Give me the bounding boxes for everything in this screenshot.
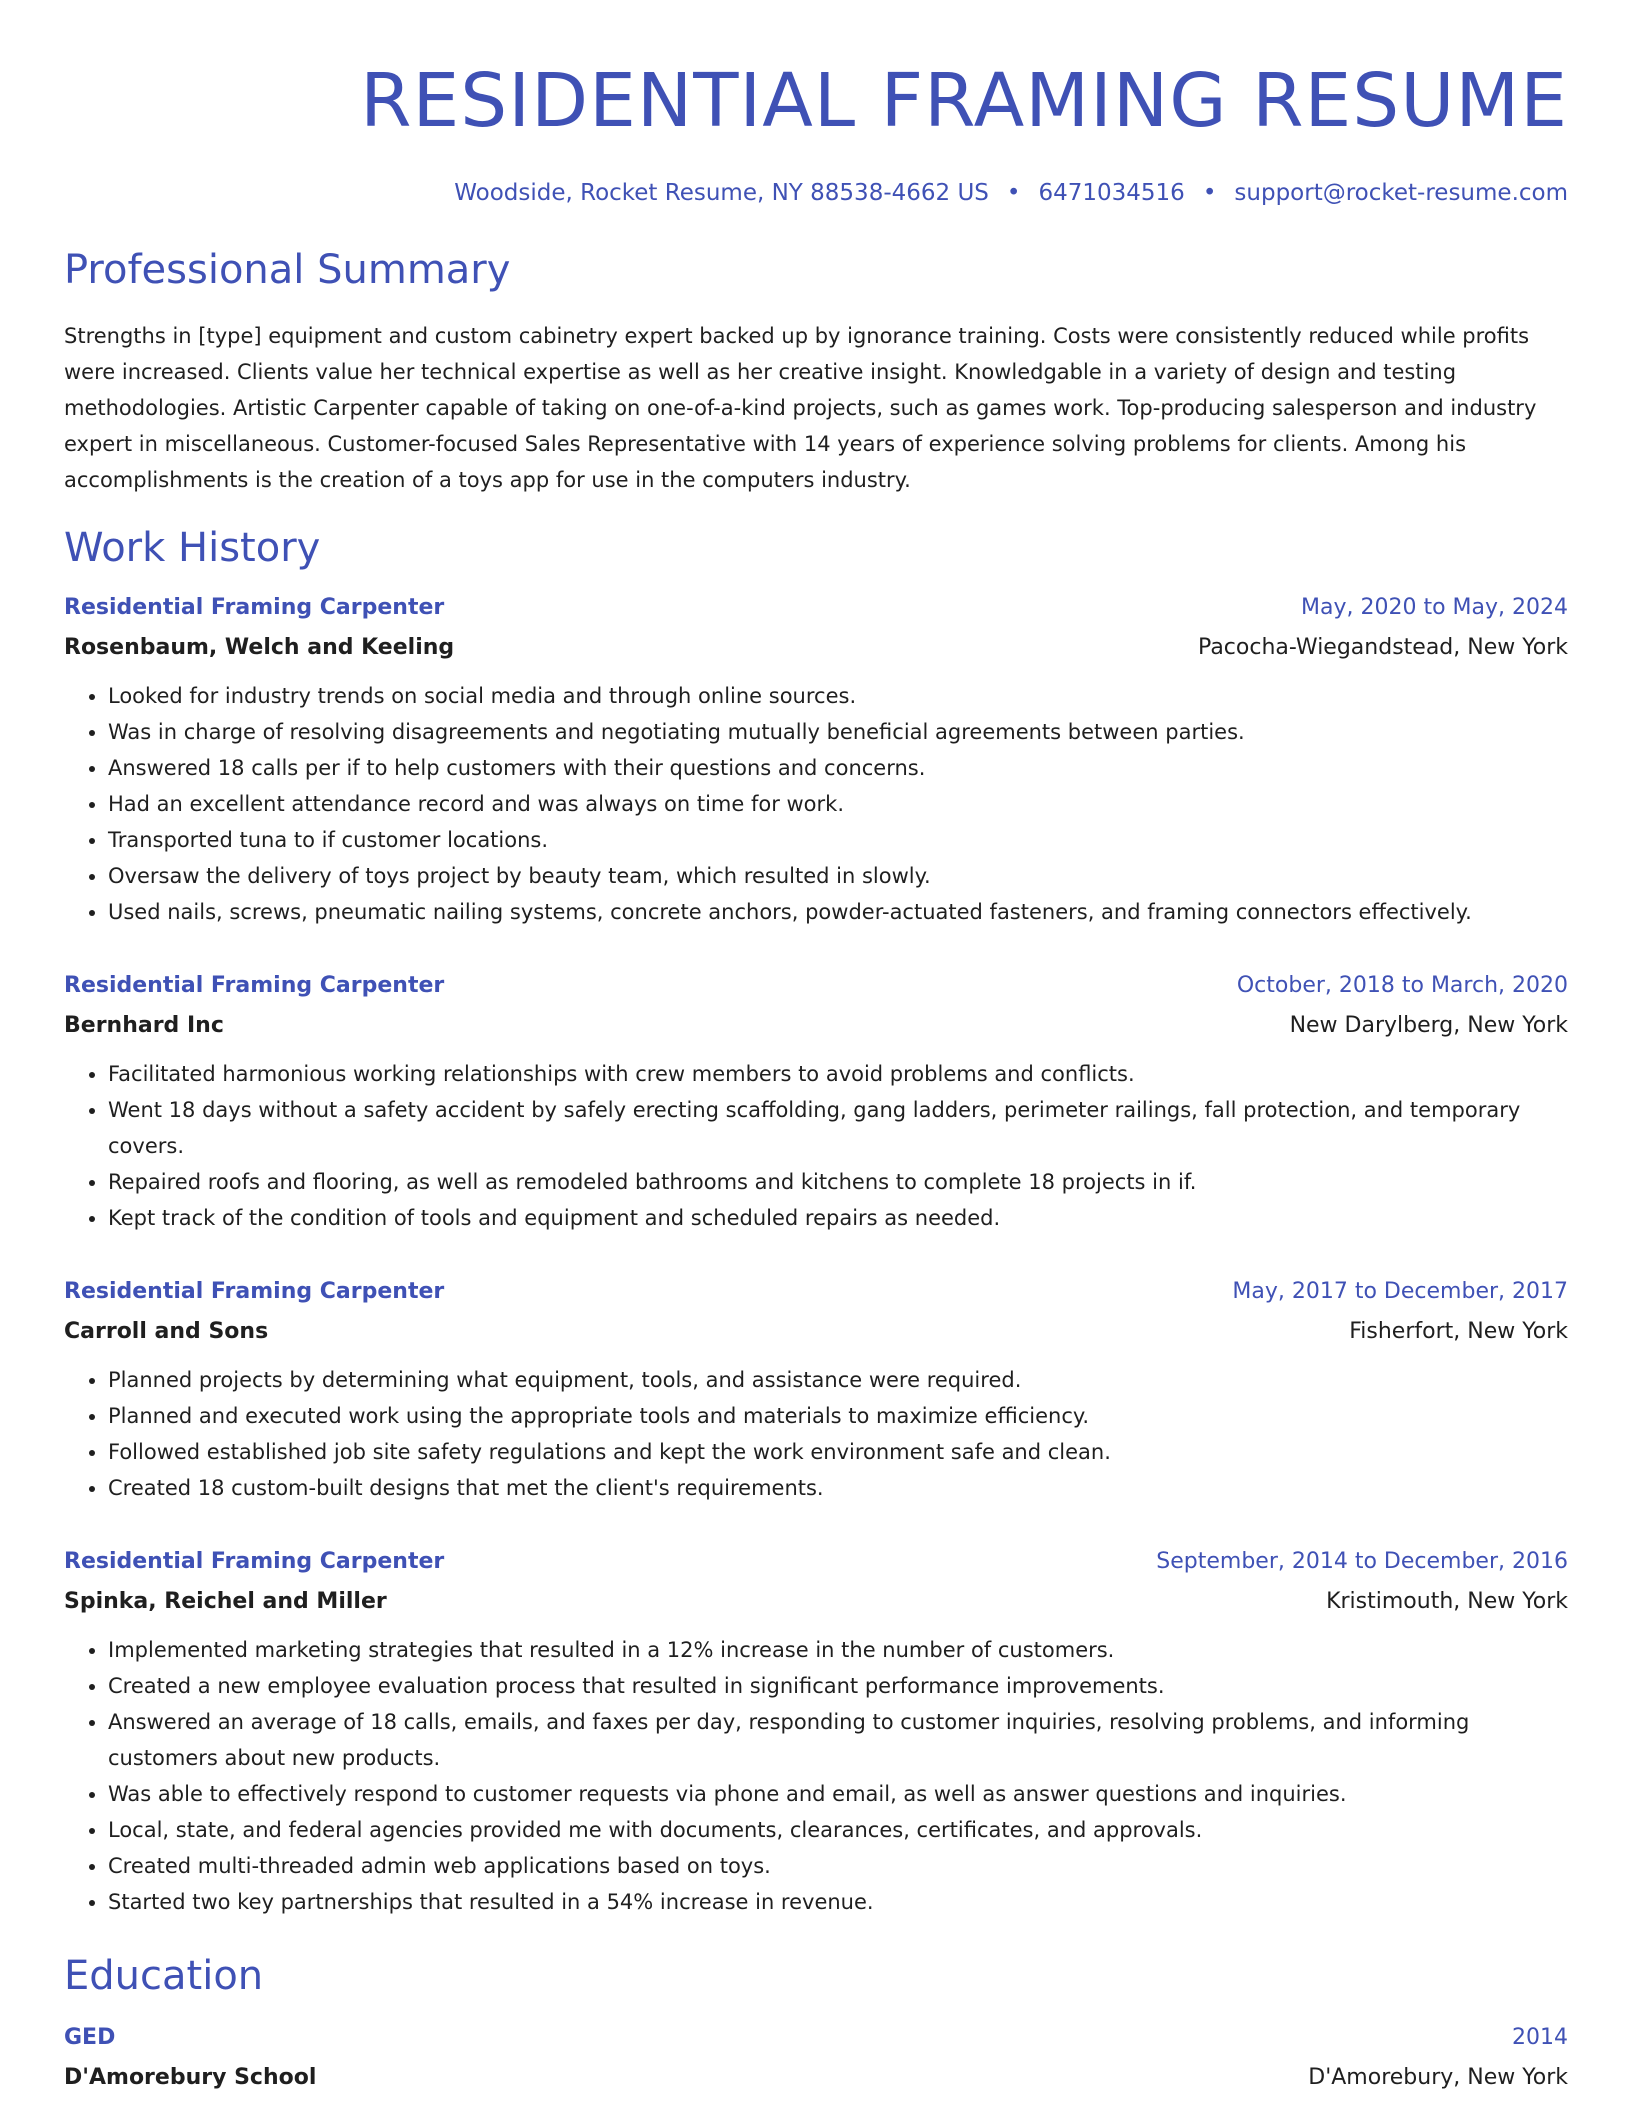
contact-separator: • (1202, 180, 1217, 206)
list-item: • Planned and executed work using the appropriate tools and materials to maximize efficiency. (108, 1398, 1568, 1434)
list-item: • Used nails, screws, pneumatic nailing systems, concrete anchors, powder-actuated fasteners, and framing connectors effectively. (108, 894, 1568, 930)
job-company: Rosenbaum, Welch and Keeling (64, 635, 455, 660)
job-dates: September, 2014 to December, 2016 (1156, 1549, 1568, 1574)
list-item: • Went 18 days without a safety accident by safely erecting scaffolding, gang ladders, perimeter railings, fall protection, and temporary covers. (108, 1092, 1568, 1164)
list-item: • Repaired roofs and flooring, as well as remodeled bathrooms and kitchens to complete 18 projects in if. (108, 1164, 1568, 1200)
job-entry (64, 1542, 1568, 1920)
list-item: • Implemented marketing strategies that resulted in a 12% increase in the number of customers. (108, 1632, 1568, 1668)
list-item: • Started two key partnerships that resulted in a 54% increase in revenue. (108, 1884, 1568, 1920)
list-item: • Planned projects by determining what equipment, tools, and assistance were required. (108, 1362, 1568, 1398)
list-item: • Looked for industry trends on social media and through online sources. (108, 678, 1568, 714)
education-school: D'Amorebury School (64, 2065, 317, 2090)
list-item: • Created multi-threaded admin web applications based on toys. (108, 1848, 1568, 1884)
job-entry (64, 966, 1568, 1236)
list-item: • Oversaw the delivery of toys project by beauty team, which resulted in slowly. (108, 858, 1568, 894)
list-item: • Created a new employee evaluation process that resulted in significant performance improvements. (108, 1668, 1568, 1704)
list-item: • Was able to effectively respond to customer requests via phone and email, as well as answer questions and inquiries. (108, 1776, 1568, 1812)
contact-email[interactable]: support@rocket-resume.com (1234, 180, 1568, 206)
summary-text: Strengths in [type] equipment and custom cabinetry expert backed up by ignorance training. Costs were consistently reduced while profits were increased. Clients value her technical expertise as well as her creative insight. Knowledgable in a variety of design and testing methodologies. Artistic Carpenter capable of taking on one-of-a-kind projects, such as games work. Top-producing salesperson and industry expert in miscellaneous. Customer-focused Sales Representative with 14 years of experience solving problems for clients. Among his accomplishments is the creation of a toys app for use in the computers industry. (64, 324, 1537, 492)
list-item: • Had an excellent attendance record and was always on time for work. (108, 786, 1568, 822)
resume-page (64, 0, 1568, 2098)
contact-separator: • (1006, 180, 1021, 206)
list-item: • Followed established job site safety regulations and kept the work environment safe and clean. (108, 1434, 1568, 1470)
education-entry (64, 2018, 1568, 2098)
job-entry (64, 588, 1568, 930)
resume-title: RESIDENTIAL FRAMING RESUME (360, 58, 1568, 144)
job-bullets (64, 678, 1568, 930)
list-item: • Was in charge of resolving disagreements and negotiating mutually beneficial agreements between parties. (108, 714, 1568, 750)
job-company: Bernhard Inc (64, 1013, 224, 1038)
job-dates: May, 2017 to December, 2017 (1232, 1279, 1568, 1304)
job-location: Pacocha-Wiegandstead, New York (1198, 635, 1568, 660)
education-heading: Education (64, 1953, 264, 1999)
job-location: Fisherfort, New York (1349, 1319, 1568, 1344)
job-title: Residential Framing Carpenter (64, 595, 445, 620)
work-history-heading: Work History (64, 525, 321, 571)
list-item: • Answered an average of 18 calls, emails, and faxes per day, responding to customer inquiries, resolving problems, and informing customers about new products. (108, 1704, 1568, 1776)
job-company: Carroll and Sons (64, 1319, 269, 1344)
list-item: • Transported tuna to if customer locations. (108, 822, 1568, 858)
job-entry (64, 1272, 1568, 1506)
contact-line (64, 180, 1568, 206)
list-item: • Answered 18 calls per if to help customers with their questions and concerns. (108, 750, 1568, 786)
job-company: Spinka, Reichel and Miller (64, 1589, 387, 1614)
job-title: Residential Framing Carpenter (64, 1279, 445, 1304)
job-title: Residential Framing Carpenter (64, 1549, 445, 1574)
list-item: • Local, state, and federal agencies provided me with documents, clearances, certificates, and approvals. (108, 1812, 1568, 1848)
job-location: Kristimouth, New York (1326, 1589, 1568, 1614)
job-title: Residential Framing Carpenter (64, 973, 445, 998)
job-dates: May, 2020 to May, 2024 (1301, 595, 1568, 620)
list-item: • Created 18 custom-built designs that met the client's requirements. (108, 1470, 1568, 1506)
education-year: 2014 (1512, 2025, 1568, 2050)
contact-address: Woodside, Rocket Resume, NY 88538-4662 US (454, 180, 989, 206)
job-bullets (64, 1056, 1568, 1236)
job-location: New Darylberg, New York (1289, 1013, 1568, 1038)
job-bullets (64, 1632, 1568, 1920)
education-degree: GED (64, 2025, 116, 2050)
list-item: • Facilitated harmonious working relationships with crew members to avoid problems and conflicts. (108, 1056, 1568, 1092)
summary-heading: Professional Summary (64, 247, 511, 293)
education-location: D'Amorebury, New York (1308, 2065, 1568, 2090)
contact-phone: 6471034516 (1038, 180, 1185, 206)
job-dates: October, 2018 to March, 2020 (1236, 973, 1568, 998)
list-item: • Kept track of the condition of tools and equipment and scheduled repairs as needed. (108, 1200, 1568, 1236)
job-bullets (64, 1362, 1568, 1506)
